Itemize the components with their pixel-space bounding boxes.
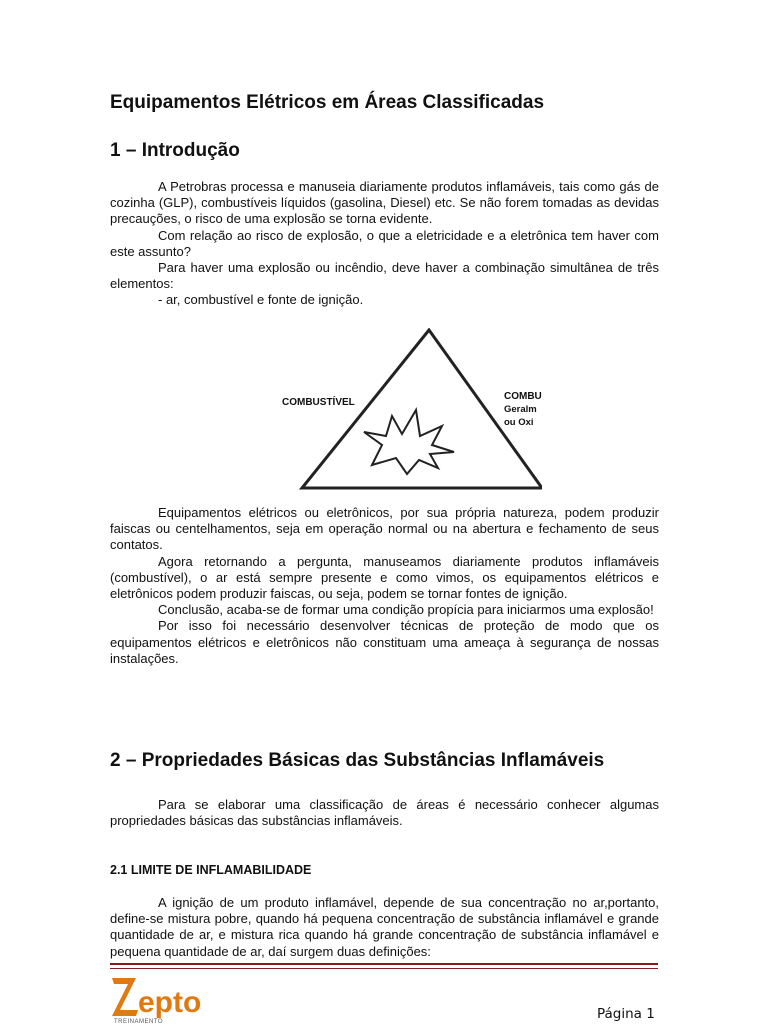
footer-divider-thin — [110, 968, 658, 969]
figure-label-oxidizer-line3: ou Oxi — [504, 417, 534, 428]
paragraph: Agora retornando a pergunta, manuseamos diariamente produtos inflamáveis (combustível), o ar está sempre presente e como vimos, os equipamentos elétricos e eletrônicos podem produzir faiscas, ou seja, podem se tornar fontes de ignição. — [110, 553, 659, 602]
section-1-intro — [110, 179, 659, 309]
section-1-body — [110, 505, 659, 667]
paragraph: Com relação ao risco de explosão, o que a eletricidade e a eletrônica tem haver com este assunto? — [110, 227, 659, 259]
section-2-heading: 2 – Propriedades Básicas das Substâncias Inflamáveis — [110, 750, 605, 771]
paragraph: Por isso foi necessário desenvolver técnicas de proteção de modo que os equipamentos elétricos e eletrônicos não constituam uma ameaça à segurança de nossas instalações. — [110, 618, 659, 666]
figure-label-fuel: COMBUSTÍVEL — [282, 397, 355, 408]
paragraph: A ignição de um produto inflamável, depende de sua concentração no ar,portanto, define-se mistura pobre, quando há pequena concentração de substância inflamável e grande quantidade de ar, e mistura rica quando há grande concentração de substância inflamável e pequena quantidade de ar, daí surgem duas definições: — [110, 895, 659, 959]
figure-label-oxidizer: COMBU — [504, 391, 542, 402]
paragraph: A Petrobras processa e manuseia diariamente produtos inflamáveis, tais como gás de cozinha (GLP), combustíveis líquidos (gasolina, Diesel) etc. Se não forem tomadas as devidas precauções, o risco de uma explosão se torna evidente. — [110, 179, 659, 227]
subsection-2-1-body — [110, 895, 659, 960]
document-title: Equipamentos Elétricos em Áreas Classificadas — [110, 92, 545, 113]
footer-divider — [110, 963, 658, 965]
zepto-logo — [110, 972, 250, 1024]
fire-triangle-figure — [274, 328, 542, 494]
figure-label-oxidizer-line2: Geralm — [504, 404, 537, 415]
page-number: Página 1 — [597, 1006, 655, 1022]
fire-triangle-drawing — [274, 328, 542, 494]
logo-z-mark — [112, 978, 138, 1016]
section-1-heading: 1 – Introdução — [110, 140, 240, 161]
paragraph: Para haver uma explosão ou incêndio, deve haver a combinação simultânea de três elementos: — [110, 260, 659, 292]
paragraph: Equipamentos elétricos ou eletrônicos, por sua própria natureza, podem produzir faiscas ou centelhamentos, seja em operação normal ou na abertura e fechamento de seus contatos. — [110, 505, 659, 553]
subsection-2-1-heading: 2.1 LIMITE DE INFLAMABILIDADE — [110, 863, 312, 877]
logo-wordmark: epto — [138, 986, 202, 1019]
logo-tagline: TREINAMENTO — [114, 1019, 164, 1024]
section-2-intro — [110, 797, 659, 829]
zepto-logo-icon — [110, 972, 250, 1024]
paragraph: Para se elaborar uma classificação de áreas é necessário conhecer algumas propriedades básicas das substâncias inflamáveis. — [110, 797, 659, 829]
paragraph: Conclusão, acaba-se de formar uma condição propícia para iniciarmos uma explosão! — [158, 602, 654, 618]
list-item: - ar, combustível e fonte de ignição. — [158, 292, 364, 308]
